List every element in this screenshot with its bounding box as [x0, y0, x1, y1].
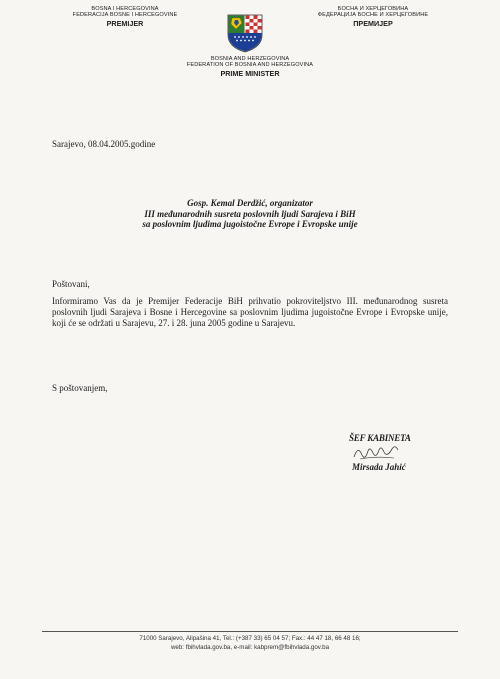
- header-right-title: ПРЕМИЈЕР: [353, 18, 393, 28]
- addressee-block: [52, 198, 448, 230]
- handwritten-signature-icon: [350, 441, 410, 463]
- federation-coat-of-arms-icon: [226, 13, 264, 53]
- signature-title: ŠEF KABINETA: [349, 433, 411, 443]
- letter-body: Informiramo Vas da je Premijer Federacije BiH prihvatio pokroviteljstvo III. međunarodnog susreta poslovnih ljudi Sarajeva i Bosne i Hercegovine sa poslovnim ljudima jugoistočne Evrope i Evropske unije, koji će se održati u Sarajevu, 27. i 28. juna 2005 godine u Sarajevu.: [52, 296, 448, 328]
- header-right-line1: БОСНА И ХЕРЦЕГОВИНА: [337, 6, 409, 12]
- header-left-title: PREMIJER: [106, 18, 144, 28]
- addressee-line: Gosp. Kemal Derdžić, organizator: [187, 198, 313, 208]
- salutation: Poštovani,: [52, 279, 90, 289]
- closing: S poštovanjem,: [52, 383, 108, 393]
- footer-contact: web: fbihvlada.gov.ba, e-mail: kabprem@fbihvlada.gov.ba: [170, 643, 330, 651]
- footer-divider: [42, 631, 458, 632]
- header-center-title: PRIME MINISTER: [220, 68, 280, 78]
- addressee-line: sa poslovnim ljudima jugoistočne Evrope i Evropske unije: [142, 219, 358, 230]
- header-center-line1: BOSNIA AND HERZEGOVINA: [210, 56, 290, 62]
- footer-address: 71000 Sarajevo, Alipašina 41, Tel.: (+387 33) 65 04 57; Fax.: 44 47 18, 66 48 16;: [139, 635, 361, 642]
- header-left-line2: FEDERACIJA BOSNE I HERCEGOVINE: [72, 12, 178, 19]
- footer: [42, 635, 458, 652]
- letter-date: Sarajevo, 08.04.2005.godine: [52, 139, 156, 149]
- header-left-block: [55, 6, 195, 28]
- signature-name: Mirsada Jahić: [352, 462, 406, 472]
- header-right-line2: ФЕДЕРАЦИЈА БОСНЕ И ХЕРЦЕГОВИНЕ: [317, 12, 429, 19]
- header-center-line2: FEDERATION OF BOSNIA AND HERZEGOVINA: [186, 62, 314, 69]
- addressee-line: III međunarodnih susreta poslovnih ljudi Sarajeva i BiH: [144, 208, 356, 219]
- header-left-line1: BOSNA I HERCEGOVINA: [91, 6, 159, 12]
- header-right-block: [303, 6, 443, 28]
- header-center-block: [162, 56, 338, 78]
